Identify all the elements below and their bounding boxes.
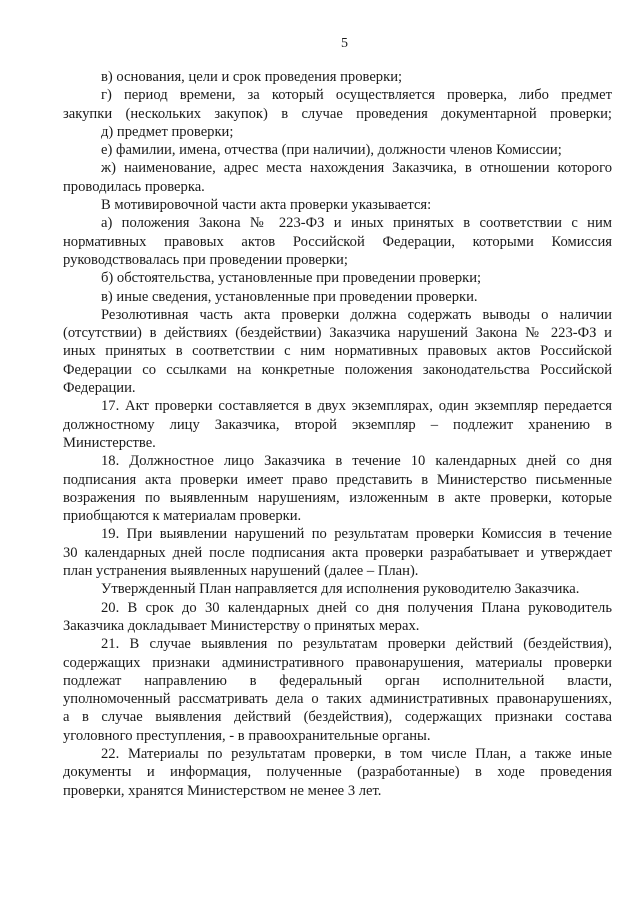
page-number: 5	[341, 36, 348, 51]
text-line: руководствовалась при проведении проверки;	[63, 251, 348, 268]
text-line: закупки (нескольких закупок) в случае проведения документарной проверки;	[63, 105, 612, 122]
text-line: возражения по выявленным нарушениям, изложенным в акте проверки, которые	[63, 489, 612, 506]
text-line: Министерстве.	[63, 434, 156, 451]
text-line: ж) наименование, адрес места нахождения Заказчика, в отношении которого	[101, 160, 612, 177]
text-line: Федерации.	[63, 380, 136, 397]
text-line: Резолютивная часть акта проверки должна содержать выводы о наличии	[101, 306, 612, 323]
text-line: Утвержденный План направляется для исполнения руководителю Заказчика.	[101, 581, 580, 598]
text-line: д) предмет проверки;	[101, 123, 234, 140]
text-line: 22. Материалы по результатам проверки, в том числе План, а также иные	[101, 745, 612, 762]
text-line: в) основания, цели и срок проведения проверки;	[101, 69, 403, 85]
text-line: б) обстоятельства, установленные при проведении проверки;	[101, 270, 482, 287]
text-line: документы и информация, полученные (разработанные) в ходе проведения	[63, 764, 612, 781]
text-line: содержащих признаки административного правонарушения, материалы проверки	[63, 654, 612, 671]
text-line: должностному лицу Заказчика, второй экземпляр – подлежит хранению в	[63, 416, 612, 433]
text-line: Федерации со ссылками на конкретные положения законодательства Российской	[63, 361, 612, 378]
text-line: 30 календарных дней после подписания акта проверки разрабатывает и утверждает	[63, 544, 612, 561]
text-line: приобщаются к материалам проверки.	[63, 508, 302, 525]
text-line: план устранения выявленных нарушений (далее – План).	[63, 563, 419, 580]
text-line: нормативных правовых актов Российской Федерации, которыми Комиссия	[63, 233, 612, 250]
text-line: уголовного преступления, - в правоохранительные органы.	[63, 727, 431, 744]
text-line: проверки, хранятся Министерством не менее 3 лет.	[63, 782, 382, 799]
text-line: в) иные сведения, установленные при проведении проверки.	[101, 288, 478, 305]
text-line: а) положения Закона № 223-ФЗ и иных принятых в соответствии с ним	[101, 215, 612, 232]
text-line: 20. В срок до 30 календарных дней со дня получения Плана руководитель	[101, 599, 612, 616]
text-line: а в случае выявления действий (бездействия), содержащих признаки состава	[63, 709, 612, 726]
text-line: проводилась проверка.	[63, 178, 205, 195]
text-line: г) период времени, за который осуществляется проверка, либо предмет	[101, 87, 612, 104]
text-line: иных принятых в соответствии с ним нормативных правовых актов Российской	[63, 343, 612, 360]
text-line: 19. При выявлении нарушений по результатам проверки Комиссия в течение	[101, 526, 612, 543]
text-line: 21. В случае выявления по результатам проверки действий (бездействия),	[101, 636, 612, 653]
text-line: подписания акта проверки имеет право представить в Министерство письменные	[63, 471, 612, 488]
text-line: 17. Акт проверки составляется в двух экземплярах, один экземпляр передается	[101, 398, 612, 415]
text-line: подлежат направлению в федеральный орган исполнительной власти,	[63, 672, 612, 689]
document-body	[63, 68, 612, 800]
text-line: Заказчика докладывает Министерству о принятых мерах.	[63, 617, 420, 634]
text-line: уполномоченный рассматривать дела о таких административных правонарушениях,	[63, 691, 612, 708]
text-line: (отсутствии) в действиях (бездействии) Заказчика нарушений Закона № 223-ФЗ и	[63, 325, 612, 342]
text-line: В мотивировочной части акта проверки указывается:	[101, 197, 432, 214]
text-line: 18. Должностное лицо Заказчика в течение 10 календарных дней со дня	[101, 453, 612, 470]
text-line: е) фамилии, имена, отчества (при наличии), должности членов Комиссии;	[101, 142, 562, 159]
